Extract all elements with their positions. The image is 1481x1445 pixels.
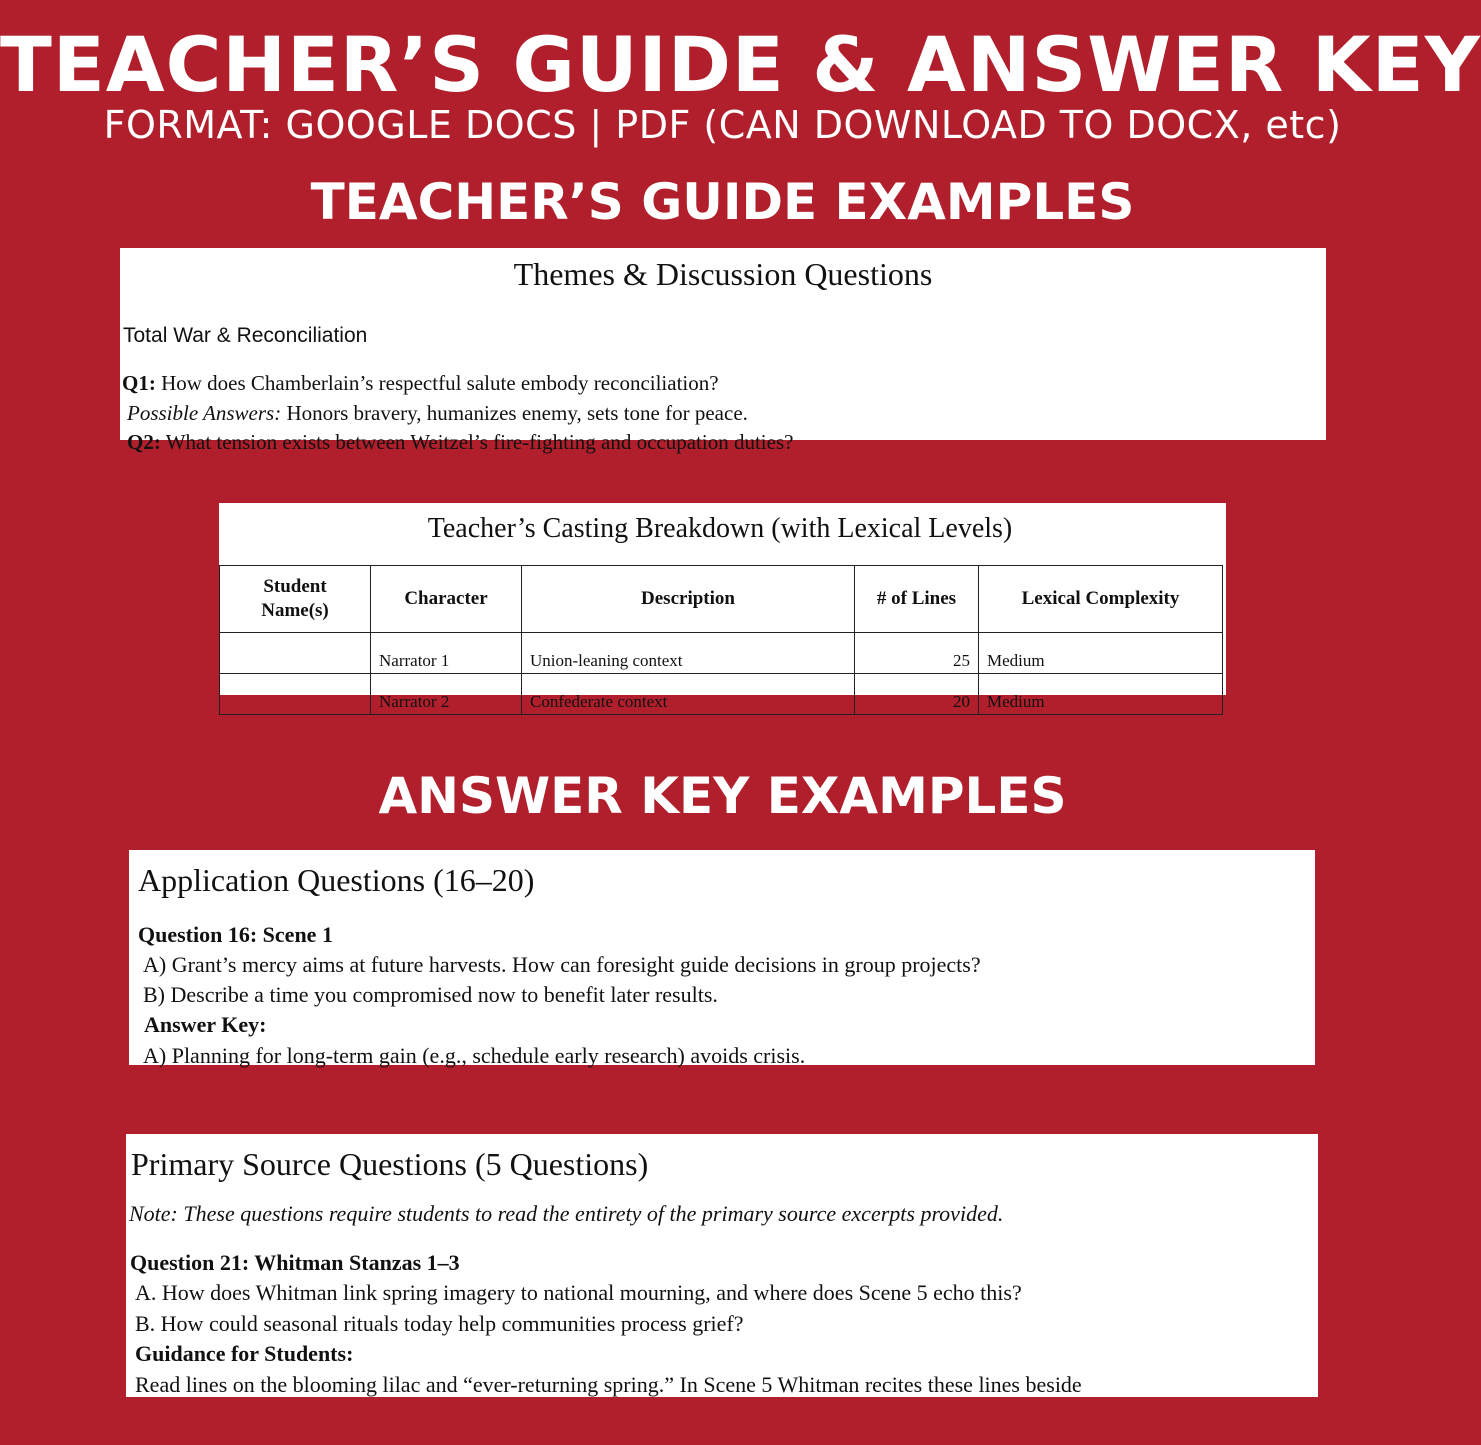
possible-answers bbox=[127, 401, 748, 426]
cell-lines: 20 bbox=[855, 674, 979, 715]
possible-answers-label: Possible Answers: bbox=[127, 401, 282, 425]
page-title: TEACHER’S GUIDE & ANSWER KEY bbox=[0, 20, 1481, 109]
guidance-text: Read lines on the blooming lilac and “ever-returning spring.” In Scene 5 Whitman recites these lines beside bbox=[135, 1372, 1082, 1397]
header-lexical-complexity: Lexical Complexity bbox=[979, 566, 1223, 633]
cell-student bbox=[220, 633, 371, 674]
table-row bbox=[220, 674, 1223, 715]
header-description: Description bbox=[522, 566, 855, 633]
format-line: FORMAT: GOOGLE DOCS | PDF (CAN DOWNLOAD TO DOCX, etc) bbox=[103, 103, 1342, 147]
casting-header-row bbox=[220, 566, 1223, 633]
question-1-label: Q1: bbox=[122, 371, 156, 395]
answer-key-heading: ANSWER KEY EXAMPLES bbox=[378, 767, 1067, 825]
cell-lexical: Medium bbox=[979, 674, 1223, 715]
primary-source-title: Primary Source Questions (5 Questions) bbox=[131, 1146, 649, 1182]
cell-character: Narrator 2 bbox=[371, 674, 522, 715]
question-1 bbox=[122, 371, 719, 396]
question-21-part-a: A. How does Whitman link spring imagery to national mourning, and where does Scene 5 echo this? bbox=[135, 1280, 1022, 1305]
cell-description: Union-leaning context bbox=[522, 633, 855, 674]
application-card bbox=[129, 850, 1315, 1068]
header-lines: # of Lines bbox=[855, 566, 979, 633]
question-16-part-b: B) Describe a time you compromised now to benefit later results. bbox=[143, 982, 718, 1007]
answer-key-label: Answer Key: bbox=[144, 1012, 267, 1037]
casting-table bbox=[219, 565, 1223, 715]
table-row bbox=[220, 633, 1223, 674]
question-2-label: Q2: bbox=[127, 430, 161, 454]
guidance-label: Guidance for Students: bbox=[135, 1341, 354, 1366]
possible-answers-text: Honors bravery, humanizes enemy, sets tone for peace. bbox=[281, 401, 748, 425]
question-16-label: Question 16: Scene 1 bbox=[138, 922, 333, 947]
question-21-part-b: B. How could seasonal rituals today help communities process grief? bbox=[135, 1311, 744, 1336]
question-1-text: How does Chamberlain’s respectful salute embody reconciliation? bbox=[155, 371, 719, 395]
themes-subtitle: Total War & Reconciliation bbox=[123, 324, 368, 347]
header-student-names: Student Name(s) bbox=[220, 566, 371, 633]
primary-source-card bbox=[126, 1134, 1318, 1397]
question-21-label: Question 21: Whitman Stanzas 1–3 bbox=[130, 1250, 460, 1275]
cell-lines: 25 bbox=[855, 633, 979, 674]
question-16-part-a: A) Grant’s mercy aims at future harvests. How can foresight guide decisions in group projects? bbox=[143, 952, 981, 977]
cell-student bbox=[220, 674, 371, 715]
themes-title: Themes & Discussion Questions bbox=[513, 256, 933, 292]
casting-card bbox=[219, 503, 1226, 711]
question-2-text: What tension exists between Weitzel’s fire-fighting and occupation duties? bbox=[160, 430, 794, 454]
question-2 bbox=[127, 430, 793, 455]
header-character: Character bbox=[371, 566, 522, 633]
casting-title: Teacher’s Casting Breakdown (with Lexical Levels) bbox=[427, 513, 1013, 544]
application-title: Application Questions (16–20) bbox=[138, 862, 535, 898]
teacher-guide-heading: TEACHER’S GUIDE EXAMPLES bbox=[310, 173, 1135, 231]
primary-source-note: Note: These questions require students to read the entirety of the primary source excerpts provided. bbox=[129, 1201, 1004, 1226]
answer-a: A) Planning for long-term gain (e.g., schedule early research) avoids crisis. bbox=[143, 1043, 806, 1068]
themes-card bbox=[120, 248, 1326, 454]
cell-character: Narrator 1 bbox=[371, 633, 522, 674]
cell-lexical: Medium bbox=[979, 633, 1223, 674]
cell-description: Confederate context bbox=[522, 674, 855, 715]
